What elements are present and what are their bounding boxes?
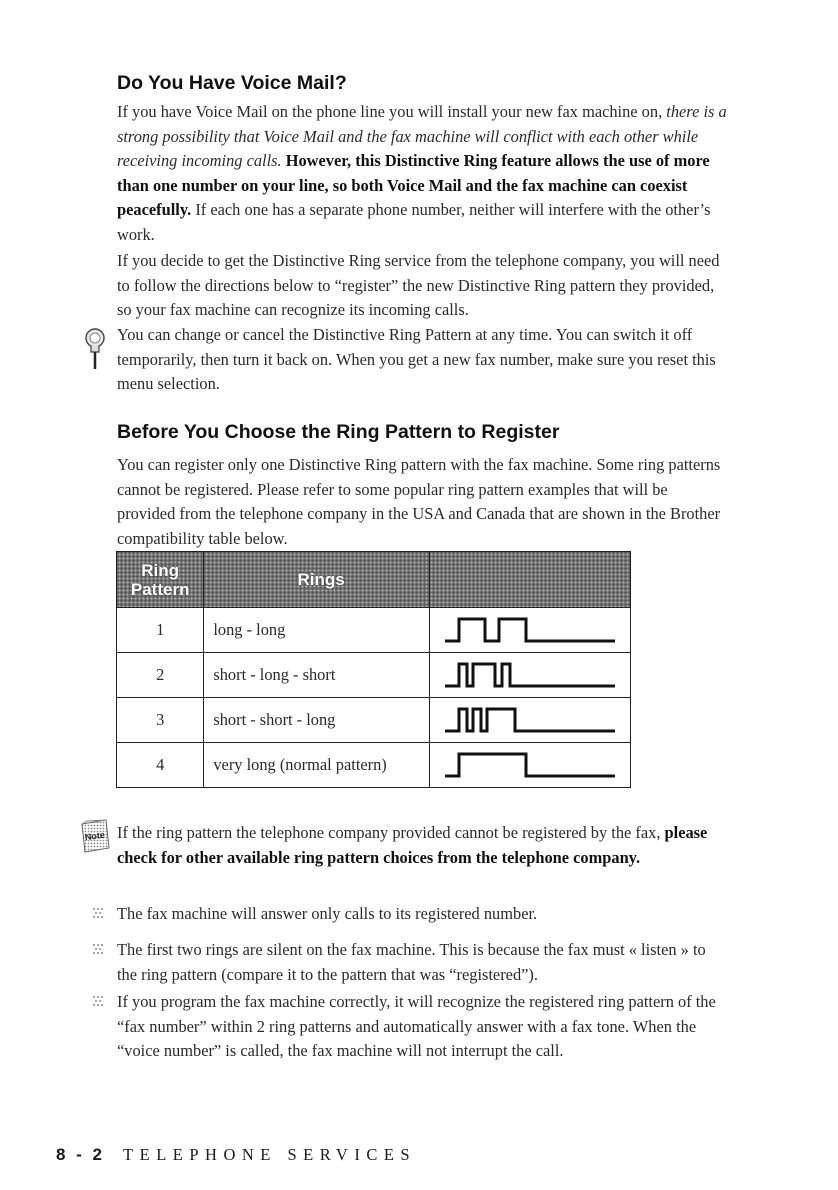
note-icon bbox=[78, 818, 112, 854]
pattern-number: 1 bbox=[117, 608, 204, 653]
waveform-very-long-icon bbox=[445, 750, 615, 780]
table-row bbox=[117, 608, 631, 653]
note-bold: please check for other available ring pattern choices from the telephone company. bbox=[117, 823, 708, 867]
waveform-cell bbox=[429, 743, 630, 788]
pattern-number: 2 bbox=[117, 653, 204, 698]
pattern-number: 3 bbox=[117, 698, 204, 743]
ring-pattern-paragraph: You can register only one Distinctive Ring pattern with the fax machine. Some ring patterns cannot be registered. Please refer to some popular ring pattern examples that will be provided from the telephone company in the USA and Canada that are shown in the Brother compatibility table below. bbox=[117, 455, 721, 548]
list-item: The fax machine will answer only calls to its registered number. bbox=[117, 904, 538, 923]
table-row bbox=[117, 653, 631, 698]
para-bold: However, this Distinctive Ring feature allows the use of more than one number on your line, so both Voice Mail and the fax machine can coexist peacefully. bbox=[117, 151, 710, 219]
header-rings: Rings bbox=[204, 552, 429, 608]
table-row bbox=[117, 743, 631, 788]
page-number: 8 - 2 bbox=[56, 1145, 106, 1164]
header-pattern-word: Pattern bbox=[130, 579, 190, 599]
waveform-cell bbox=[429, 653, 630, 698]
waveform-cell bbox=[429, 698, 630, 743]
page-footer bbox=[56, 1145, 416, 1165]
para-text-end: If each one has a separate phone number, neither will interfere with the other’s work. bbox=[117, 200, 711, 244]
header-waveform bbox=[429, 552, 630, 608]
para-text: If you have Voice Mail on the phone line you will install your new fax machine on, bbox=[117, 102, 667, 121]
bullet-icon bbox=[91, 994, 105, 1008]
lightbulb-icon bbox=[84, 327, 106, 371]
note-text: If the ring pattern the telephone company provided cannot be registered by the fax, bbox=[117, 823, 665, 842]
waveform-short-short-long-icon bbox=[445, 705, 615, 735]
list-item: The first two rings are silent on the fax machine. This is because the fax must « listen » to the ring pattern (compare it to the pattern that was “registered”). bbox=[117, 940, 706, 984]
ring-pattern-table bbox=[116, 551, 631, 788]
tip-paragraph: You can change or cancel the Distinctive Ring Pattern at any time. You can switch it off temporarily, then turn it back on. When you get a new fax number, make sure you reset this menu selection. bbox=[117, 325, 716, 393]
bullet-icon bbox=[91, 906, 105, 920]
pattern-number: 4 bbox=[117, 743, 204, 788]
header-ring-pattern bbox=[117, 552, 204, 608]
note-paragraph bbox=[117, 821, 729, 870]
rings-description: long - long bbox=[204, 608, 429, 653]
rings-description: short - short - long bbox=[204, 698, 429, 743]
rings-description: short - long - short bbox=[204, 653, 429, 698]
rings-description: very long (normal pattern) bbox=[204, 743, 429, 788]
section-title-ring-pattern: Before You Choose the Ring Pattern to Register bbox=[117, 421, 560, 443]
table-row bbox=[117, 698, 631, 743]
bullet-icon bbox=[91, 942, 105, 956]
section-title-voice-mail: Do You Have Voice Mail? bbox=[117, 72, 347, 94]
list-item: If you program the fax machine correctly, it will recognize the registered ring pattern of the “fax number” within 2 ring patterns and automatically answer with a fax tone. When the “voice number” is called, the fax machine will not interrupt the call. bbox=[117, 992, 716, 1060]
svg-text:Note: Note bbox=[84, 829, 106, 843]
register-paragraph: If you decide to get the Distinctive Ring service from the telephone company, you will need to follow the directions below to “register” the new Distinctive Ring pattern they provided, so your fax machine can recognize its incoming calls. bbox=[117, 251, 720, 319]
para-italic: there is a strong possibility that Voice Mail and the fax machine will conflict with each other while receiving incoming calls. bbox=[117, 102, 727, 170]
footer-section-title: TELEPHONE SERVICES bbox=[123, 1145, 417, 1164]
table-header-row bbox=[117, 552, 631, 608]
voice-mail-paragraph bbox=[117, 100, 729, 247]
waveform-short-long-short-icon bbox=[445, 660, 615, 690]
waveform-cell bbox=[429, 608, 630, 653]
waveform-long-long-icon bbox=[445, 615, 615, 645]
header-ring-word: Ring bbox=[141, 560, 180, 580]
